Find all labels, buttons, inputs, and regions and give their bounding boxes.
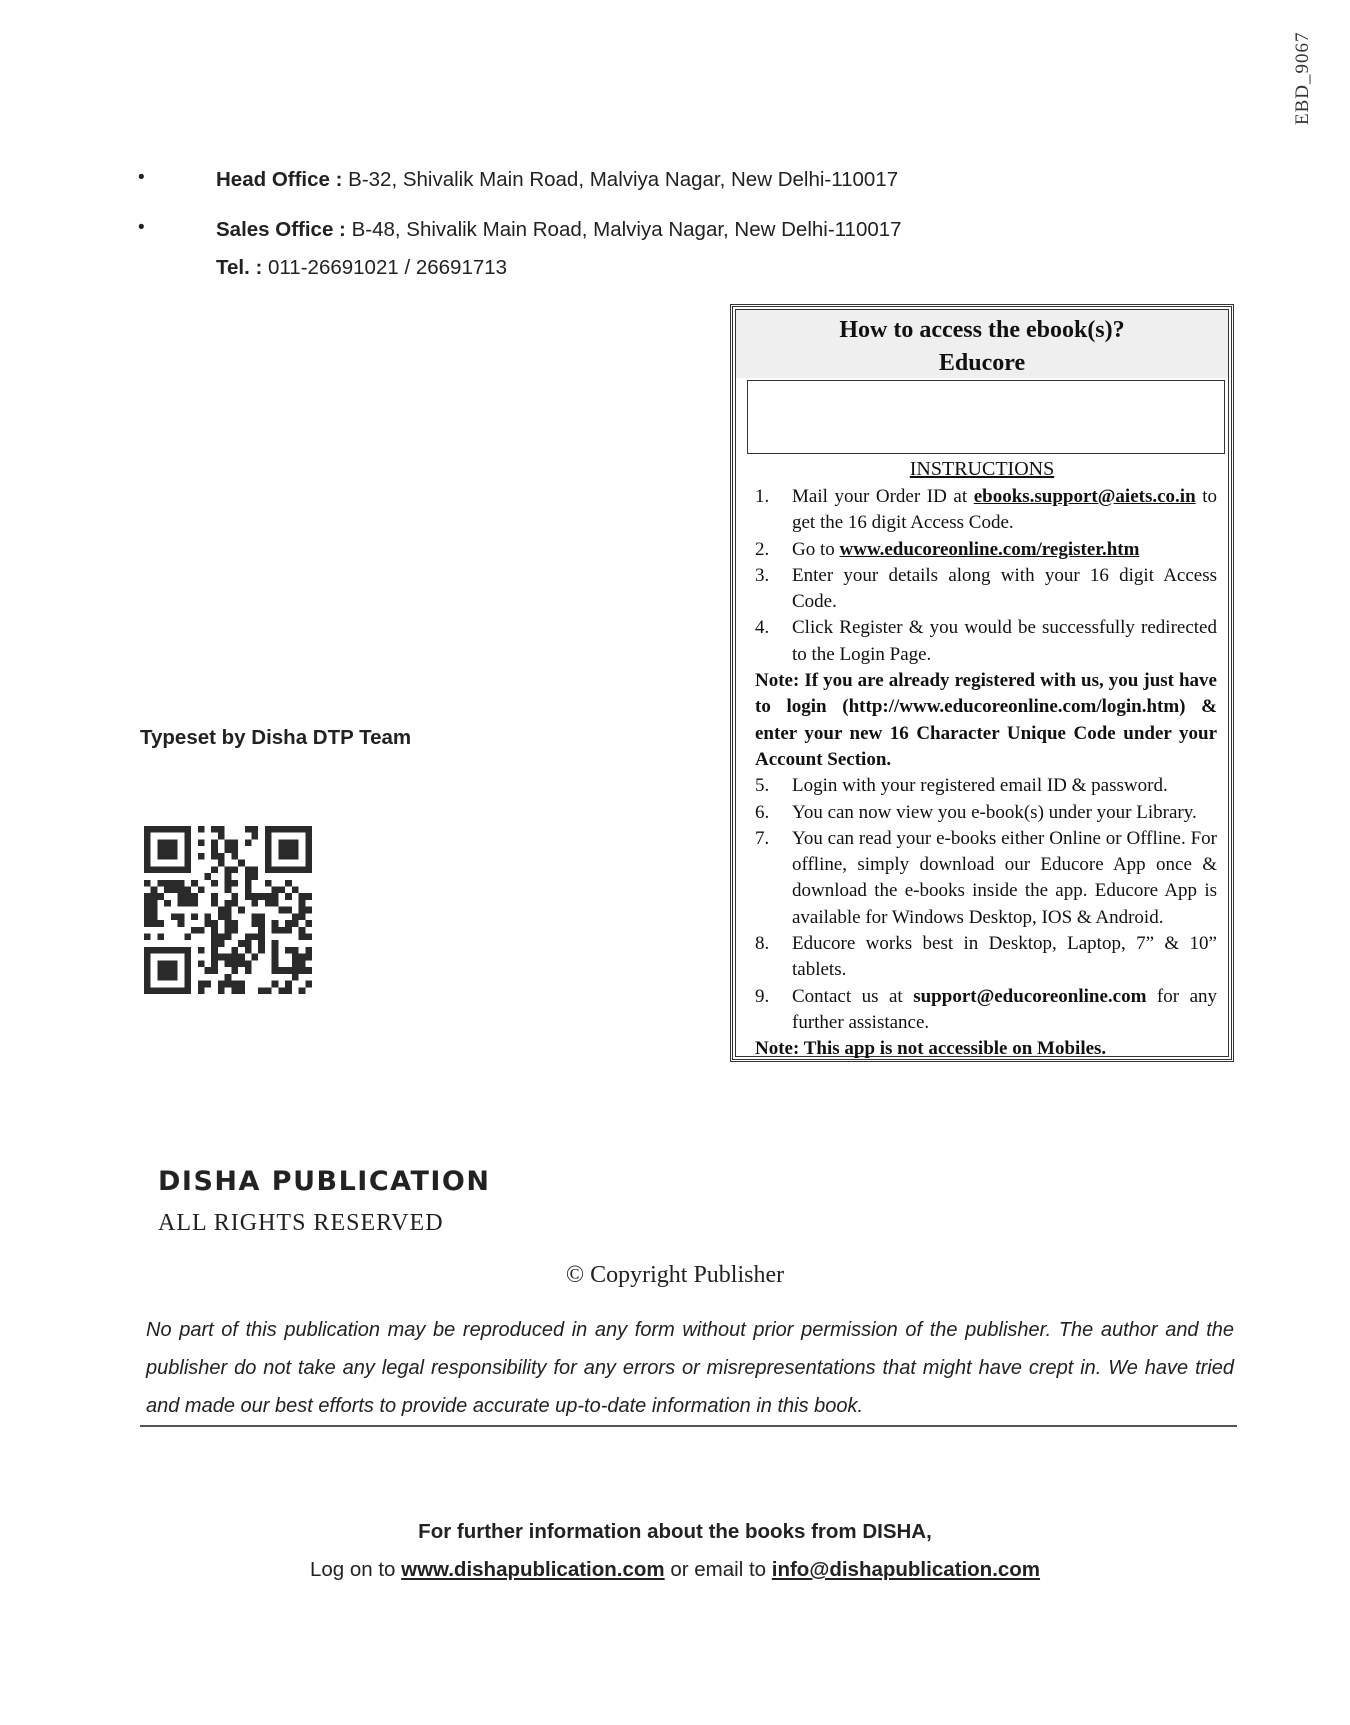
instruction-item: 8. Educore works best in Desktop, Laptop, 7” & 10” tablets. [755,933,1217,981]
publisher-name: DISHA PUBLICATION [158,1166,491,1197]
support-email-link[interactable]: ebooks.support@aiets.co.in [973,486,1196,507]
instruction-item: 5. Login with your registered email ID & password. [755,775,1168,797]
instruction-item: 7. You can read your e-books either Online or Offline. For offline, simply download our Educore App once & download the e-books inside the app. Educore App is available for Windows Desktop, IOS & Android. [755,827,1217,928]
typeset-credit: Typeset by Disha DTP Team [140,726,412,749]
further-info: For further information about the books from DISHA, [418,1520,932,1543]
instruction-item: 6. You can now view you e-book(s) under your Library. [755,801,1197,823]
bullet: • [138,217,145,238]
instructions-list [755,484,1217,1063]
document-code: EBD_9067 [1292,32,1313,126]
qr-code-icon [144,826,312,994]
register-link[interactable]: www.educoreonline.com/register.htm [839,538,1140,560]
bullet: • [138,167,145,188]
instruction-item: 2. Go to www.educoreonline.com/register.htm [755,538,1140,560]
ebook-box-title: How to access the ebook(s)? [839,317,1125,343]
logon-line: Log on to www.dishapublication.com or email to info@dishapublication.com [309,1558,1041,1581]
instruction-item: 3. Enter your details along with your 16 digit Access Code. [755,564,1217,613]
instruction-item: 1. Mail your Order ID at ebooks.support@aiets.co.in to get the 16 digit Access Code. [755,486,1218,534]
tel-label: Tel. : [216,256,263,279]
disclaimer-paragraph: No part of this publication may be reproduced in any form without prior permission of the publisher. The author and the publisher do not take any legal responsibility for any errors or misrepresentations that might have crept in. We have tried and made our best efforts to provide accurate up-to-date information in this book. [146,1319,1234,1417]
login-note: Note: If you are already registered with us, you just have to login (http://www.educoreonline.com/login.htm) & enter your new 16 Character Unique Code under your Account Section. [755,670,1217,770]
divider [140,1425,1237,1427]
head-office-label: Head Office : [216,168,343,191]
tel-number: 011-26691021 / 26691713 [268,256,508,279]
access-code-box [747,380,1225,454]
sales-office-address: B-48, Shivalik Main Road, Malviya Nagar, New Delhi-110017 [351,218,902,241]
copyright-line: © Copyright Publisher [565,1262,785,1288]
instructions-title: INSTRUCTIONS [909,458,1055,480]
rights-reserved: ALL RIGHTS RESERVED [158,1210,444,1236]
email-link[interactable]: info@dishapublication.com [771,1558,1041,1581]
sales-office-label: Sales Office : [216,218,346,241]
website-link[interactable]: www.dishapublication.com [401,1558,665,1581]
ebook-box-subtitle: Educore [938,350,1026,376]
instruction-item: 4. Click Register & you would be successfully redirected to the Login Page. [755,617,1217,665]
head-office-address: B-32, Shivalik Main Road, Malviya Nagar, New Delhi-110017 [348,168,899,191]
ebook-box-header [736,310,1228,378]
contact-email: support@educoreonline.com [913,985,1147,1007]
instruction-item: 9. Contact us at support@educoreonline.com for any further assistance. [755,985,1217,1033]
mobile-note: Note: This app is not accessible on Mobiles. [755,1038,1107,1060]
ebook-access-box [730,304,1234,1062]
